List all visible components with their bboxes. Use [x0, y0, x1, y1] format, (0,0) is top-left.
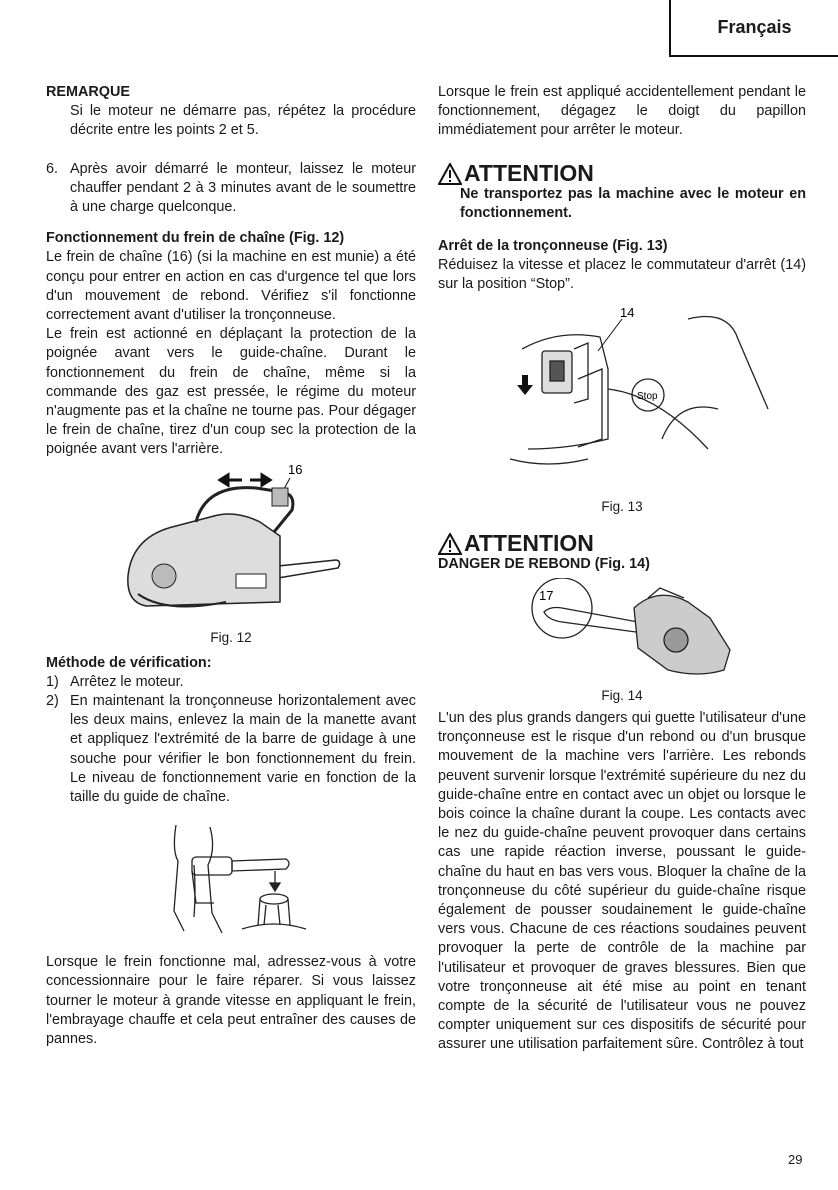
figure-14	[438, 578, 806, 682]
stop-section-title: Arrêt de la tronçonneuse (Fig. 13)	[438, 238, 668, 255]
check-step-1	[46, 673, 416, 692]
accidental-brake-paragraph: Lorsque le frein est appliqué accidentellement pendant le fonctionnement, dégagez le doigt du papillon immédiatement pour arrêter le moteur.	[438, 84, 806, 139]
check-step-1-number: 1)	[46, 673, 59, 690]
check-step-2	[46, 692, 416, 807]
figure-12	[46, 463, 416, 645]
warning-triangle-icon	[438, 533, 462, 555]
fig14-caption: Fig. 14	[601, 687, 643, 703]
attention-heading-2	[438, 530, 806, 557]
check-step-2-text: En maintenant la tronçonneuse horizontalement avec les deux mains, enlevez la main de la manette avant et appliquez l'extrémité de la barre de guidage à une souche pour vérifier le bon fonctionnement du frein. Le niveau de fonctionnement varie en fonction de la taille du guide de chaîne.	[70, 693, 416, 806]
figure-13	[438, 299, 806, 514]
stop-switch-illustration	[438, 299, 806, 495]
check-step-1-text: Arrêtez le moteur.	[70, 673, 184, 690]
brake-section-title: Fonctionnement du frein de chaîne (Fig. 12)	[46, 230, 345, 247]
attention-1-text: Ne transportez pas la machine avec le moteur en fonctionnement.	[460, 185, 806, 221]
check-method-title: Méthode de vérification:	[46, 654, 212, 671]
step-6-text: Après avoir démarré le monteur, laissez le moteur chauffer pendant 2 à 3 minutes avant de le soumettre à une charge quelconque.	[70, 160, 416, 216]
step-6-number: 6.	[46, 160, 59, 177]
fig13-stop-label: Stop	[637, 390, 658, 402]
malfunction-paragraph: Lorsque le frein fonctionne mal, adressez-vous à votre concessionnaire pour le faire réparer. Si vous laissez tourner le moteur à grande vitesse en appliquant le frein, l'embrayage chauffe et cela peut entraîner des causes de pannes.	[46, 954, 416, 1048]
page-number: 29	[788, 1152, 803, 1167]
remark-text: Si le moteur ne démarre pas, répétez la procédure décrite entre les points 2 et 5.	[70, 103, 416, 139]
fig14-callout-17: 17	[539, 587, 554, 603]
left-column	[46, 83, 416, 1049]
stop-paragraph: Réduisez la vitesse et placez le commutateur d'arrêt (14) sur la position “Stop”.	[438, 257, 806, 293]
attention-1-title: ATTENTION	[464, 160, 594, 186]
kickback-illustration	[438, 578, 806, 682]
fig12-caption: Fig. 12	[210, 629, 252, 645]
stump-test-illustration	[46, 821, 416, 939]
kickback-paragraph: L'un des plus grands dangers qui guette l'utilisateur d'une tronçonneuse est le risque d'un rebond ou d'un brusque mouvement de la machine vers l'arrière. Les rebonds peuvent survenir lorsque l'extrémité supérieure du nez du guide-chaîne entre en contact avec un objet ou lorsque le bois coince la chaîne durant la coupe. Les contacts avec le nez du guide-chaîne peuvent provoquer dans certains cas une rapide réaction inverse, poussant le guide-chaîne du haut en bas vers vous. Bloquer la chaîne de la tronçonneuse du côté supérieur du guide-chaîne risque également de pousser soudainement le guide-chaîne vers vous. Chacune de ces réactions soudaines peuvent provoquer la perte de contrôle de la machine par l'utilisateur et provoquer de graves blessures. Bien que votre tronçonneuse ait été mise au point en tenant compte de la sécurité de l'utilisateur vous ne pouvez compter uniquement sur ces dispositifs de sécurité pour assurer une utilisation parfaitement sûre. Contrôlez à tout	[438, 710, 806, 1053]
remark-title: REMARQUE	[46, 84, 130, 100]
step-6	[46, 160, 416, 218]
language-tab: Français	[669, 0, 838, 57]
brake-paragraph-2: Le frein est actionné en déplaçant la protection de la poignée avant vers le guide-chaîne. Durant le fonctionnement du frein de chaîne, même si la commande des gaz est pressée, le régime du moteur n'augmente pas et la chaîne ne tourne pas. Pour dégager le frein de chaîne, tirez d'un coup sec la protection de la poignée avant vers l'arrière.	[46, 326, 416, 458]
check-step-2-number: 2)	[46, 693, 59, 710]
fig13-callout-14: 14	[620, 304, 635, 320]
brake-paragraph-1: Le frein de chaîne (16) (si la machine en est munie) a été conçu pour entrer en action en cas d'urgence tel que lors d'un mouvement de rebond. Vérifiez s'il fonctionne correctement avant d'utiliser la tronçonneuse.	[46, 249, 416, 324]
attention-2-title: ATTENTION	[464, 530, 594, 557]
fig13-caption: Fig. 13	[601, 498, 643, 514]
chainsaw-brake-illustration	[46, 464, 416, 624]
right-column	[438, 83, 806, 1055]
operator-stump-icon	[46, 821, 416, 939]
attention-heading-1	[438, 160, 806, 186]
warning-triangle-icon	[438, 163, 462, 185]
fig12-callout-16: 16	[288, 463, 303, 477]
kickback-title: DANGER DE REBOND (Fig. 14)	[438, 555, 650, 572]
